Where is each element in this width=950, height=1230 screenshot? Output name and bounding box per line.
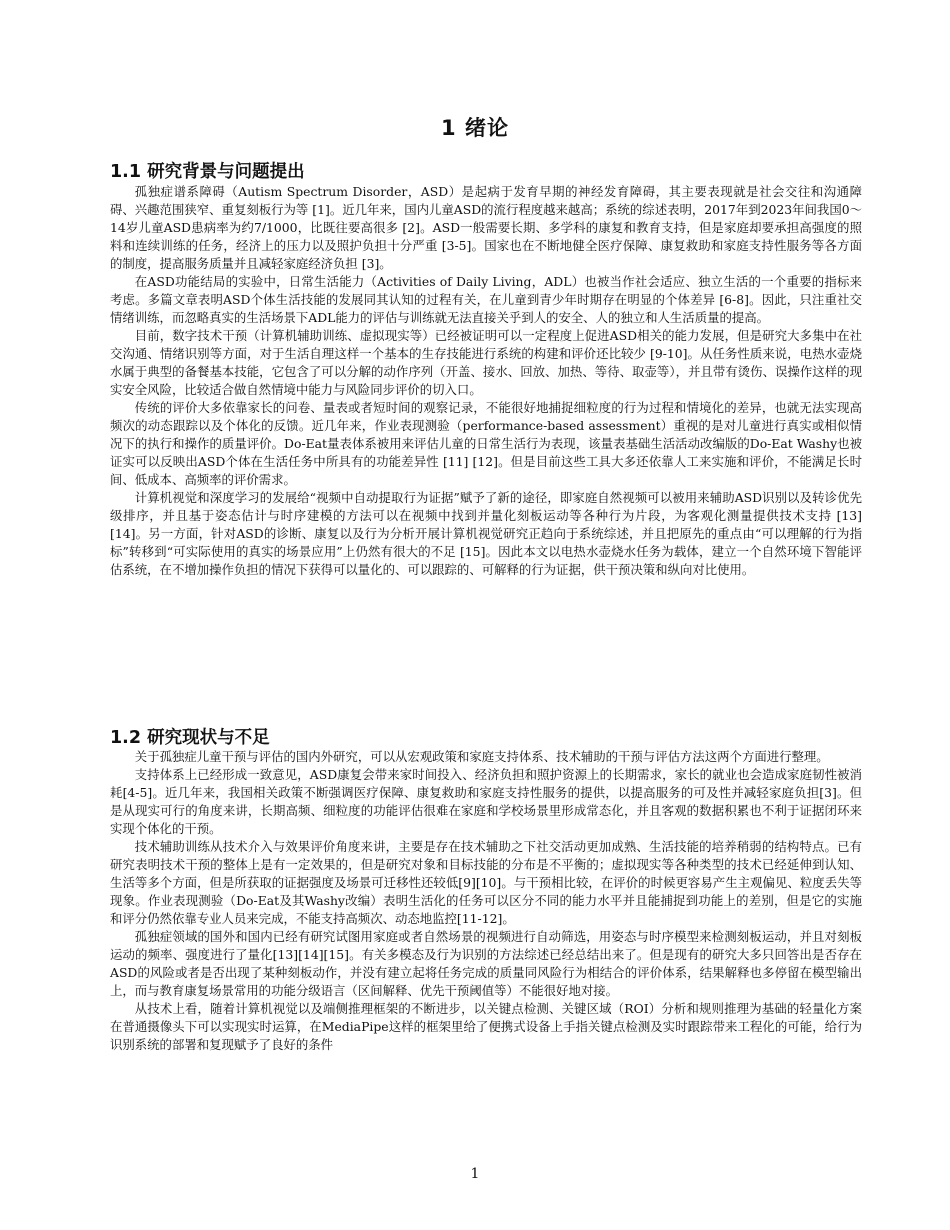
section-body-research-status <box>110 748 862 1054</box>
paragraph: 孤独症谱系障碍（Autism Spectrum Disorder，ASD）是起病于发育早期的神经发育障碍，其主要表现就是社会交往和沟通障碍、兴趣范围狭窄、重复刻板行为等 [1]。近几年来，国内儿童ASD的流行程度越来越高；系统的综述表明，2017年到2023年间我国0～14岁儿童ASD患病率为约7/1000，比既往要高很多 [2]。ASD一般需要长期、多学科的康复和教育支持，但是家庭却要承担高强度的照料和连续训练的任务，经济上的压力以及照护负担十分严重 [3-5]。国家也在不断地健全医疗保障、康复救助和家庭支持性服务等各方面的制度，提高服务质量并且减轻家庭经济负担 [3]。 <box>110 184 862 271</box>
section-heading-background: 1.1 研究背景与问题提出 <box>110 162 305 182</box>
paragraph: 目前，数字技术干预（计算机辅助训练、虚拟现实等）已经被证明可以一定程度上促进ASD相关的能力发展，但是研究大多集中在社交沟通、情绪识别等方面，对于生活自理这样一个基本的生存技能进行系统的构建和评价还比较少 [9-10]。从任务性质来说，电热水壶烧水属于典型的备餐基本技能，它包含了可以分解的动作序列（开盖、接水、回放、加热、等待、取壶等），并且带有烫伤、误操作这样的现实安全风险，比较适合做自然情境中能力与风险同步评价的切入口。 <box>110 328 862 397</box>
paragraph: 支持体系上已经形成一致意见，ASD康复会带来家时间投入、经济负担和照护资源上的长期需求，家长的就业也会造成家庭韧性被消耗[4-5]。近几年来，我国相关政策不断强调医疗保障、康复救助和家庭支持性服务的提供，以提高服务的可及性并减轻家庭负担[3]。但是从现实可行的角度来讲，长期高频、细粒度的功能评估很难在家庭和学校场景里形成常态化，并且客观的数据积累也不利于证据闭环来实现个体化的干预。 <box>110 767 862 836</box>
page-number: 1 <box>470 1166 480 1182</box>
paragraph: 从技术上看，随着计算机视觉以及端侧推理框架的不断进步，以关键点检测、关键区域（ROI）分析和规则推理为基础的轻量化方案在普通摄像头下可以实现实时运算，在MediaPipe这样的框架里给了便携式设备上手指关键点检测及实时跟踪带来工程化的可能，给行为识别系统的部署和复现赋予了良好的条件 <box>110 1001 862 1052</box>
paragraph: 技术辅助训练从技术介入与效果评价角度来讲，主要是存在技术辅助之下社交活动更加成熟、生活技能的培养稍弱的结构特点。已有研究表明技术干预的整体上是有一定效果的，但是研究对象和目标技能的分布是不平衡的；虚拟现实等各种类型的技术已经延伸到认知、生活等多个方面，但是所获取的证据强度及场景可迁移性还较低[9][10]。与干预相比较，在评价的时候更容易产生主观偏见、粒度丢失等现象。作业表现测验（Do-Eat及其Washy改编）表明生活化的任务可以区分不同的能力水平并且能捕捉到功能上的差别，但是它的实施和评分仍然依靠专业人员来完成，不能支持高频次、动态地监控[11-12]。 <box>110 839 862 926</box>
section-body-background <box>110 183 862 579</box>
paragraph: 传统的评价大多依靠家长的问卷、量表或者短时间的观察记录，不能很好地捕捉细粒度的行为过程和情境化的差异，也就无法实现高频次的动态跟踪以及个体化的反馈。近几年来，作业表现测验（performance-based assessment）重视的是对儿童进行真实或相似情况下的执行和操作的质量评价。Do-Eat量表体系被用来评估儿童的日常生活行为表现，该量表基础生活活动改编版的Do-Eat Washy也被证实可以反映出ASD个体在生活任务中所具有的功能差异性 [11] [12]。但是目前这些工具大多还依靠人工来实施和评价，不能满足长时间、低成本、高频率的评价需求。 <box>110 400 862 487</box>
section-heading-research-status: 1.2 研究现状与不足 <box>110 728 270 748</box>
paragraph: 计算机视觉和深度学习的发展给“视频中自动提取行为证据”赋予了新的途径，即家庭自然视频可以被用来辅助ASD识别以及转诊优先级排序，并且基于姿态估计与时序建模的方法可以在视频中找到并量化刻板运动等各种行为片段，为客观化测量提供技术支持 [13] [14]。另一方面，针对ASD的诊断、康复以及行为分析开展计算机视觉研究正趋向于系统综述，并且把原先的重点由“可以理解的行为指标”转移到“可实际使用的真实的场景应用”上仍然有很大的不足 [15]。因此本文以电热水壶烧水任务为载体，建立一个自然环境下智能评估系统，在不增加操作负担的情况下获得可以量化的、可以跟踪的、可解释的行为证据，供干预决策和纵向对比使用。 <box>110 490 862 577</box>
paragraph: 孤独症领域的国外和国内已经有研究试图用家庭或者自然场景的视频进行自动筛选，用姿态与时序模型来检测刻板运动，并且对刻板运动的频率、强度进行了量化[13][14][15]。有关多模态及行为识别的方法综述已经总结出来了。但是现有的研究大多只回答出是否存在ASD的风险或者是否出现了某种刻板动作，并没有建立起将任务完成的质量同风险行为相结合的评价体系，结果解释也多停留在模型输出上，而与教育康复场景常用的功能分级语言（区间解释、优先干预阈值等）不能很好地对接。 <box>110 929 862 998</box>
paragraph: 在ASD功能结局的实验中，日常生活能力（Activities of Daily Living，ADL）也被当作社会适应、独立生活的一个重要的指标来考虑。多篇文章表明ASD个体生活技能的发展同其认知的过程有关，在儿童到青少年时期存在明显的个体差异 [6-8]。因此，只注重社交情绪训练，而忽略真实的生活场景下ADL能力的评估与训练就无法直接关乎到人的安全、人的独立和人生活质量的提高。 <box>110 274 862 325</box>
paragraph: 关于孤独症儿童干预与评估的国内外研究，可以从宏观政策和家庭支持体系、技术辅助的干预与评估方法这两个方面进行整理。 <box>134 749 829 764</box>
chapter-title: 1 绪论 <box>441 116 509 140</box>
